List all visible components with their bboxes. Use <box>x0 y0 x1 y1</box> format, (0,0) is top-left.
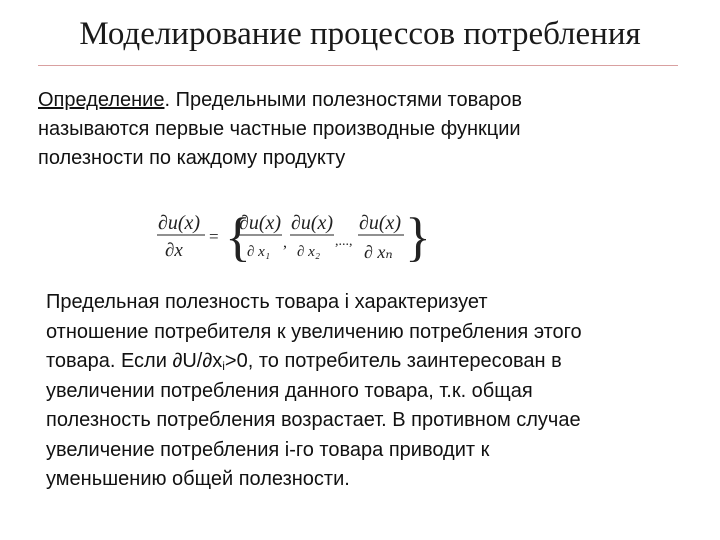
definition-text-line-2: называются первые частные производные функции <box>38 118 521 140</box>
title-divider <box>38 65 678 66</box>
paragraph-line-5: полезность потребления возрастает. В противном случае <box>46 409 581 431</box>
formula-term-n-denominator: ∂ xₙ <box>364 242 393 262</box>
formula-term-2-numerator: ∂u(x) <box>291 212 334 234</box>
formula-equals-sign: = <box>209 227 219 246</box>
formula-term-n-numerator: ∂u(x) <box>359 212 402 234</box>
paragraph-line-4: увеличении потребления данного товара, т.к. общая <box>46 379 533 402</box>
definition-block <box>38 86 698 173</box>
paragraph-line-7: уменьшению общей полезности. <box>46 468 350 490</box>
formula-ellipsis: ,..., <box>335 234 353 249</box>
definition-text-line-1: . Предельными полезностями товаров <box>164 89 523 111</box>
definition-term: Определение <box>38 89 165 111</box>
formula-term-1-numerator: ∂u(x) <box>239 212 282 234</box>
formula-lhs-denominator: ∂x <box>165 240 183 261</box>
paragraph-line-3 <box>46 347 706 377</box>
formula-term-1-denominator: ∂ x₁ <box>247 244 271 260</box>
definition-text-line-3: полезности по каждому продукту <box>38 147 346 169</box>
paragraph-line-3-subscript: i <box>222 359 225 373</box>
formula-lhs-numerator: ∂u(x) <box>158 212 201 234</box>
paragraph-line-3-after: >0, то потребитель заинтересован в <box>224 350 562 372</box>
formula-separator-1: , <box>283 234 287 251</box>
paragraph-line-3-before: товара. Если ∂U/∂x <box>46 350 223 372</box>
slide-title: Моделирование процессов потребления <box>79 16 641 52</box>
explanation-paragraph <box>46 288 706 495</box>
paragraph-line-2: отношение потребителя к увеличению потребления этого <box>46 320 582 343</box>
formula-term-2-denominator: ∂ x₂ <box>297 244 321 260</box>
formula-open-brace: { <box>225 207 251 267</box>
paragraph-line-1: Предельная полезность товара i характеризует <box>46 291 488 313</box>
marginal-utility-formula <box>155 205 431 269</box>
formula-close-brace: } <box>405 207 431 267</box>
paragraph-line-6: увеличение потребления i-го товара приводит к <box>46 438 490 461</box>
